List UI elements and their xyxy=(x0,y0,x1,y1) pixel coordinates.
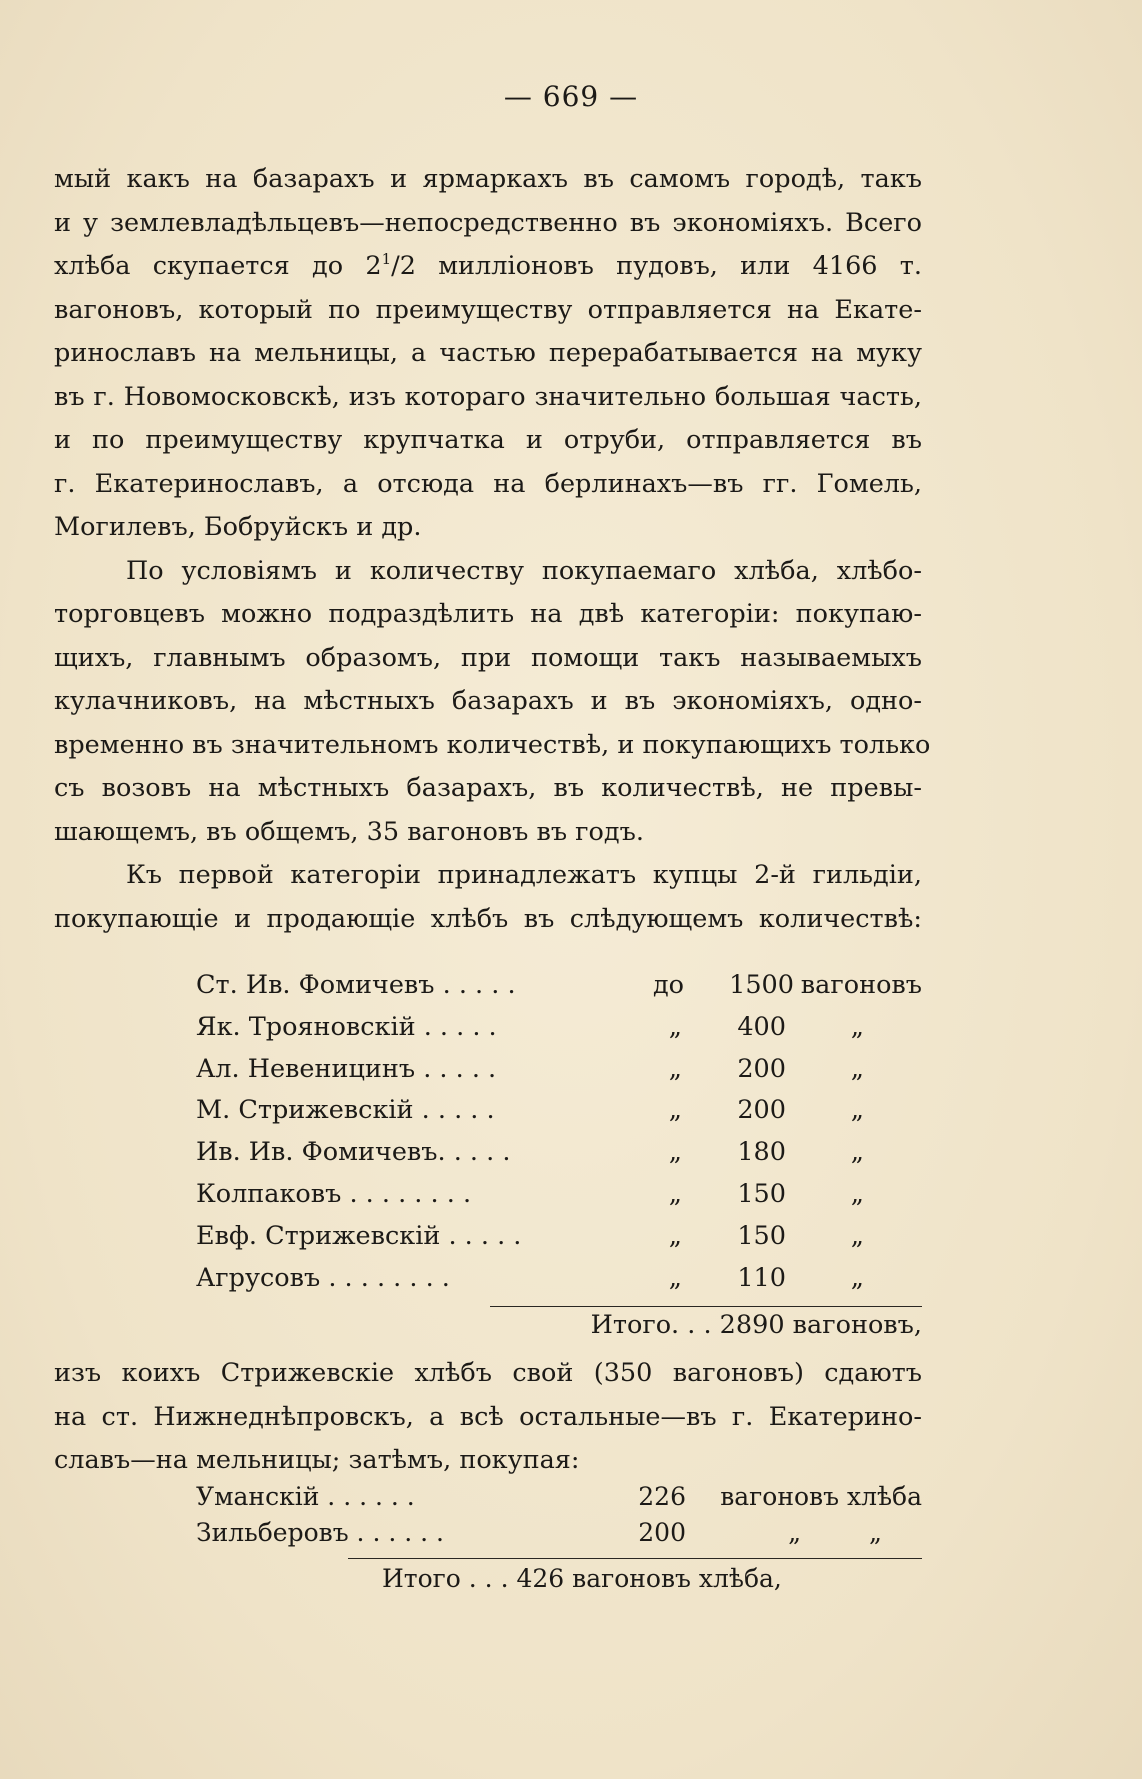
text-line: торговцевъ можно подраздѣлить на двѣ категоріи: покупаю- xyxy=(54,599,922,629)
merchant-row xyxy=(196,970,922,1012)
text-line: мый какъ на базарахъ и ярмаркахъ въ самомъ городѣ, такъ xyxy=(54,164,922,194)
merchant-name: Ст. Ив. Фомичевъ . . . . . xyxy=(196,970,516,1000)
text-line: кулачниковъ, на мѣстныхъ базарахъ и въ экономіяхъ, одно- xyxy=(54,686,922,716)
merchant-row xyxy=(196,1054,922,1096)
text-line: щихъ, главнымъ образомъ, при помощи такъ называемыхъ xyxy=(54,642,922,673)
total-line xyxy=(490,1310,922,1352)
total-text: Итого. . . 2890 вагоновъ, xyxy=(590,1310,922,1340)
total-row-2 xyxy=(348,1564,922,1600)
total-rule-2 xyxy=(348,1558,922,1559)
merchant-row xyxy=(196,1179,922,1221)
text-line: г. Екатеринославъ, а отсюда на берлинахъ—въ гг. Гомель, xyxy=(54,468,922,499)
paragraph-4 xyxy=(54,1352,922,1483)
text-line: покупающіе и продающіе хлѣбъ въ слѣдующемъ количествѣ: xyxy=(54,903,922,934)
text-line: на ст. Нижнеднѣпровскъ, а всѣ остальные—въ г. Екатерино- xyxy=(54,1401,922,1432)
merchant-name: Агрусовъ . . . . . . . . xyxy=(196,1262,450,1293)
text-fragment: хлѣба скупается до 2 xyxy=(54,251,382,281)
merchant-unit: „ xyxy=(850,1262,864,1293)
text-fragment: /2 милліоновъ пудовъ, или 4166 т. xyxy=(391,251,922,281)
text-line: ринославъ на мельницы, а частью перерабатывается на муку xyxy=(54,338,922,368)
text-line: съ возовъ на мѣстныхъ базарахъ, въ количествѣ, не превы- xyxy=(54,773,922,803)
text-line xyxy=(54,245,922,289)
merchant-amount: 180 xyxy=(737,1137,786,1168)
merchant-row xyxy=(196,1012,922,1054)
buyer-name: Зильберовъ . . . . . . xyxy=(196,1518,444,1547)
text-line: изъ коихъ Стрижевскіе хлѣбъ свой (350 вагоновъ) сдаютъ xyxy=(54,1358,922,1388)
merchant-prefix: „ xyxy=(668,1011,682,1042)
text-line: Къ первой категоріи принадлежатъ купцы 2-й гильдіи, xyxy=(126,860,922,890)
text-line: По условіямъ и количеству покупаемаго хлѣба, хлѣбо- xyxy=(126,555,922,586)
merchant-row xyxy=(196,1095,922,1137)
text-line: и по преимуществу крупчатка и отруби, отправляется въ xyxy=(54,425,922,455)
text-line: вагоновъ, который по преимуществу отправляется на Екате- xyxy=(54,294,922,325)
merchant-prefix: „ xyxy=(668,1262,682,1293)
merchant-list xyxy=(196,970,922,1304)
text-line: шающемъ, въ общемъ, 35 вагоновъ въ годъ. xyxy=(54,816,644,847)
merchant-prefix: „ xyxy=(668,1220,682,1251)
merchant-unit: вагоновъ xyxy=(800,970,922,1000)
total-line-2 xyxy=(348,1564,922,1600)
merchant-name: Як. Трояновскій . . . . . xyxy=(196,1011,497,1042)
merchant-amount: 110 xyxy=(737,1262,786,1293)
merchant-amount: 200 xyxy=(737,1095,786,1126)
buyer-amount: 226 xyxy=(638,1482,686,1511)
merchant-unit: „ xyxy=(850,1220,864,1251)
merchant-row xyxy=(196,1137,922,1179)
text-line: временно въ значительномъ количествѣ, и покупающихъ только xyxy=(54,729,931,760)
text-line: и у землевладѣльцевъ—непосредственно въ экономіяхъ. Всего xyxy=(54,207,922,238)
merchant-prefix: до xyxy=(652,970,684,1000)
merchant-row xyxy=(196,1221,922,1263)
text-line: славъ—на мельницы; затѣмъ, покупая: xyxy=(54,1445,580,1475)
merchant-prefix: „ xyxy=(668,1053,682,1084)
merchant-amount: 150 xyxy=(737,1220,786,1251)
buyer-list xyxy=(196,1482,922,1554)
merchant-name: Ив. Ив. Фомичевъ. . . . . xyxy=(196,1137,511,1168)
page-number: — 669 — xyxy=(503,80,639,113)
merchant-unit: „ xyxy=(850,1053,864,1084)
merchant-unit: „ xyxy=(850,1178,864,1209)
total-row-1 xyxy=(490,1310,922,1352)
buyer-row xyxy=(196,1518,922,1554)
merchant-amount: 400 xyxy=(737,1011,786,1042)
merchant-prefix: „ xyxy=(668,1178,682,1209)
text-line: въ г. Новомосковскѣ, изъ котораго значительно большая часть, xyxy=(54,381,922,412)
merchant-unit: „ xyxy=(850,1095,864,1126)
merchant-amount: 200 xyxy=(737,1053,786,1084)
total-text-2: Итого . . . 426 вагоновъ хлѣба, xyxy=(382,1564,782,1593)
total-rule xyxy=(490,1306,922,1307)
merchant-amount: 150 xyxy=(737,1178,786,1209)
buyer-row xyxy=(196,1482,922,1518)
buyer-amount: 200 xyxy=(638,1518,686,1547)
merchant-unit: „ xyxy=(850,1011,864,1042)
merchant-name: Евф. Стрижевскій . . . . . xyxy=(196,1220,522,1251)
merchant-prefix: „ xyxy=(668,1095,682,1126)
buyer-unit: вагоновъ хлѣба xyxy=(720,1482,922,1511)
buyer-unit: „ „ xyxy=(788,1518,882,1547)
merchant-name: Ал. Невеницинъ . . . . . xyxy=(196,1053,497,1084)
merchant-prefix: „ xyxy=(668,1137,682,1168)
merchant-name: Колпаковъ . . . . . . . . xyxy=(196,1178,472,1209)
fraction-superscript: 1 xyxy=(381,250,392,268)
text-line: Могилевъ, Бобруйскъ и др. xyxy=(54,512,422,542)
paragraph-1 xyxy=(54,158,931,941)
merchant-row xyxy=(196,1263,922,1305)
merchant-amount: 1500 xyxy=(729,970,794,1000)
buyer-name: Уманскій . . . . . . xyxy=(196,1482,415,1511)
merchant-unit: „ xyxy=(850,1137,864,1168)
merchant-name: М. Стрижевскій . . . . . xyxy=(196,1095,495,1126)
